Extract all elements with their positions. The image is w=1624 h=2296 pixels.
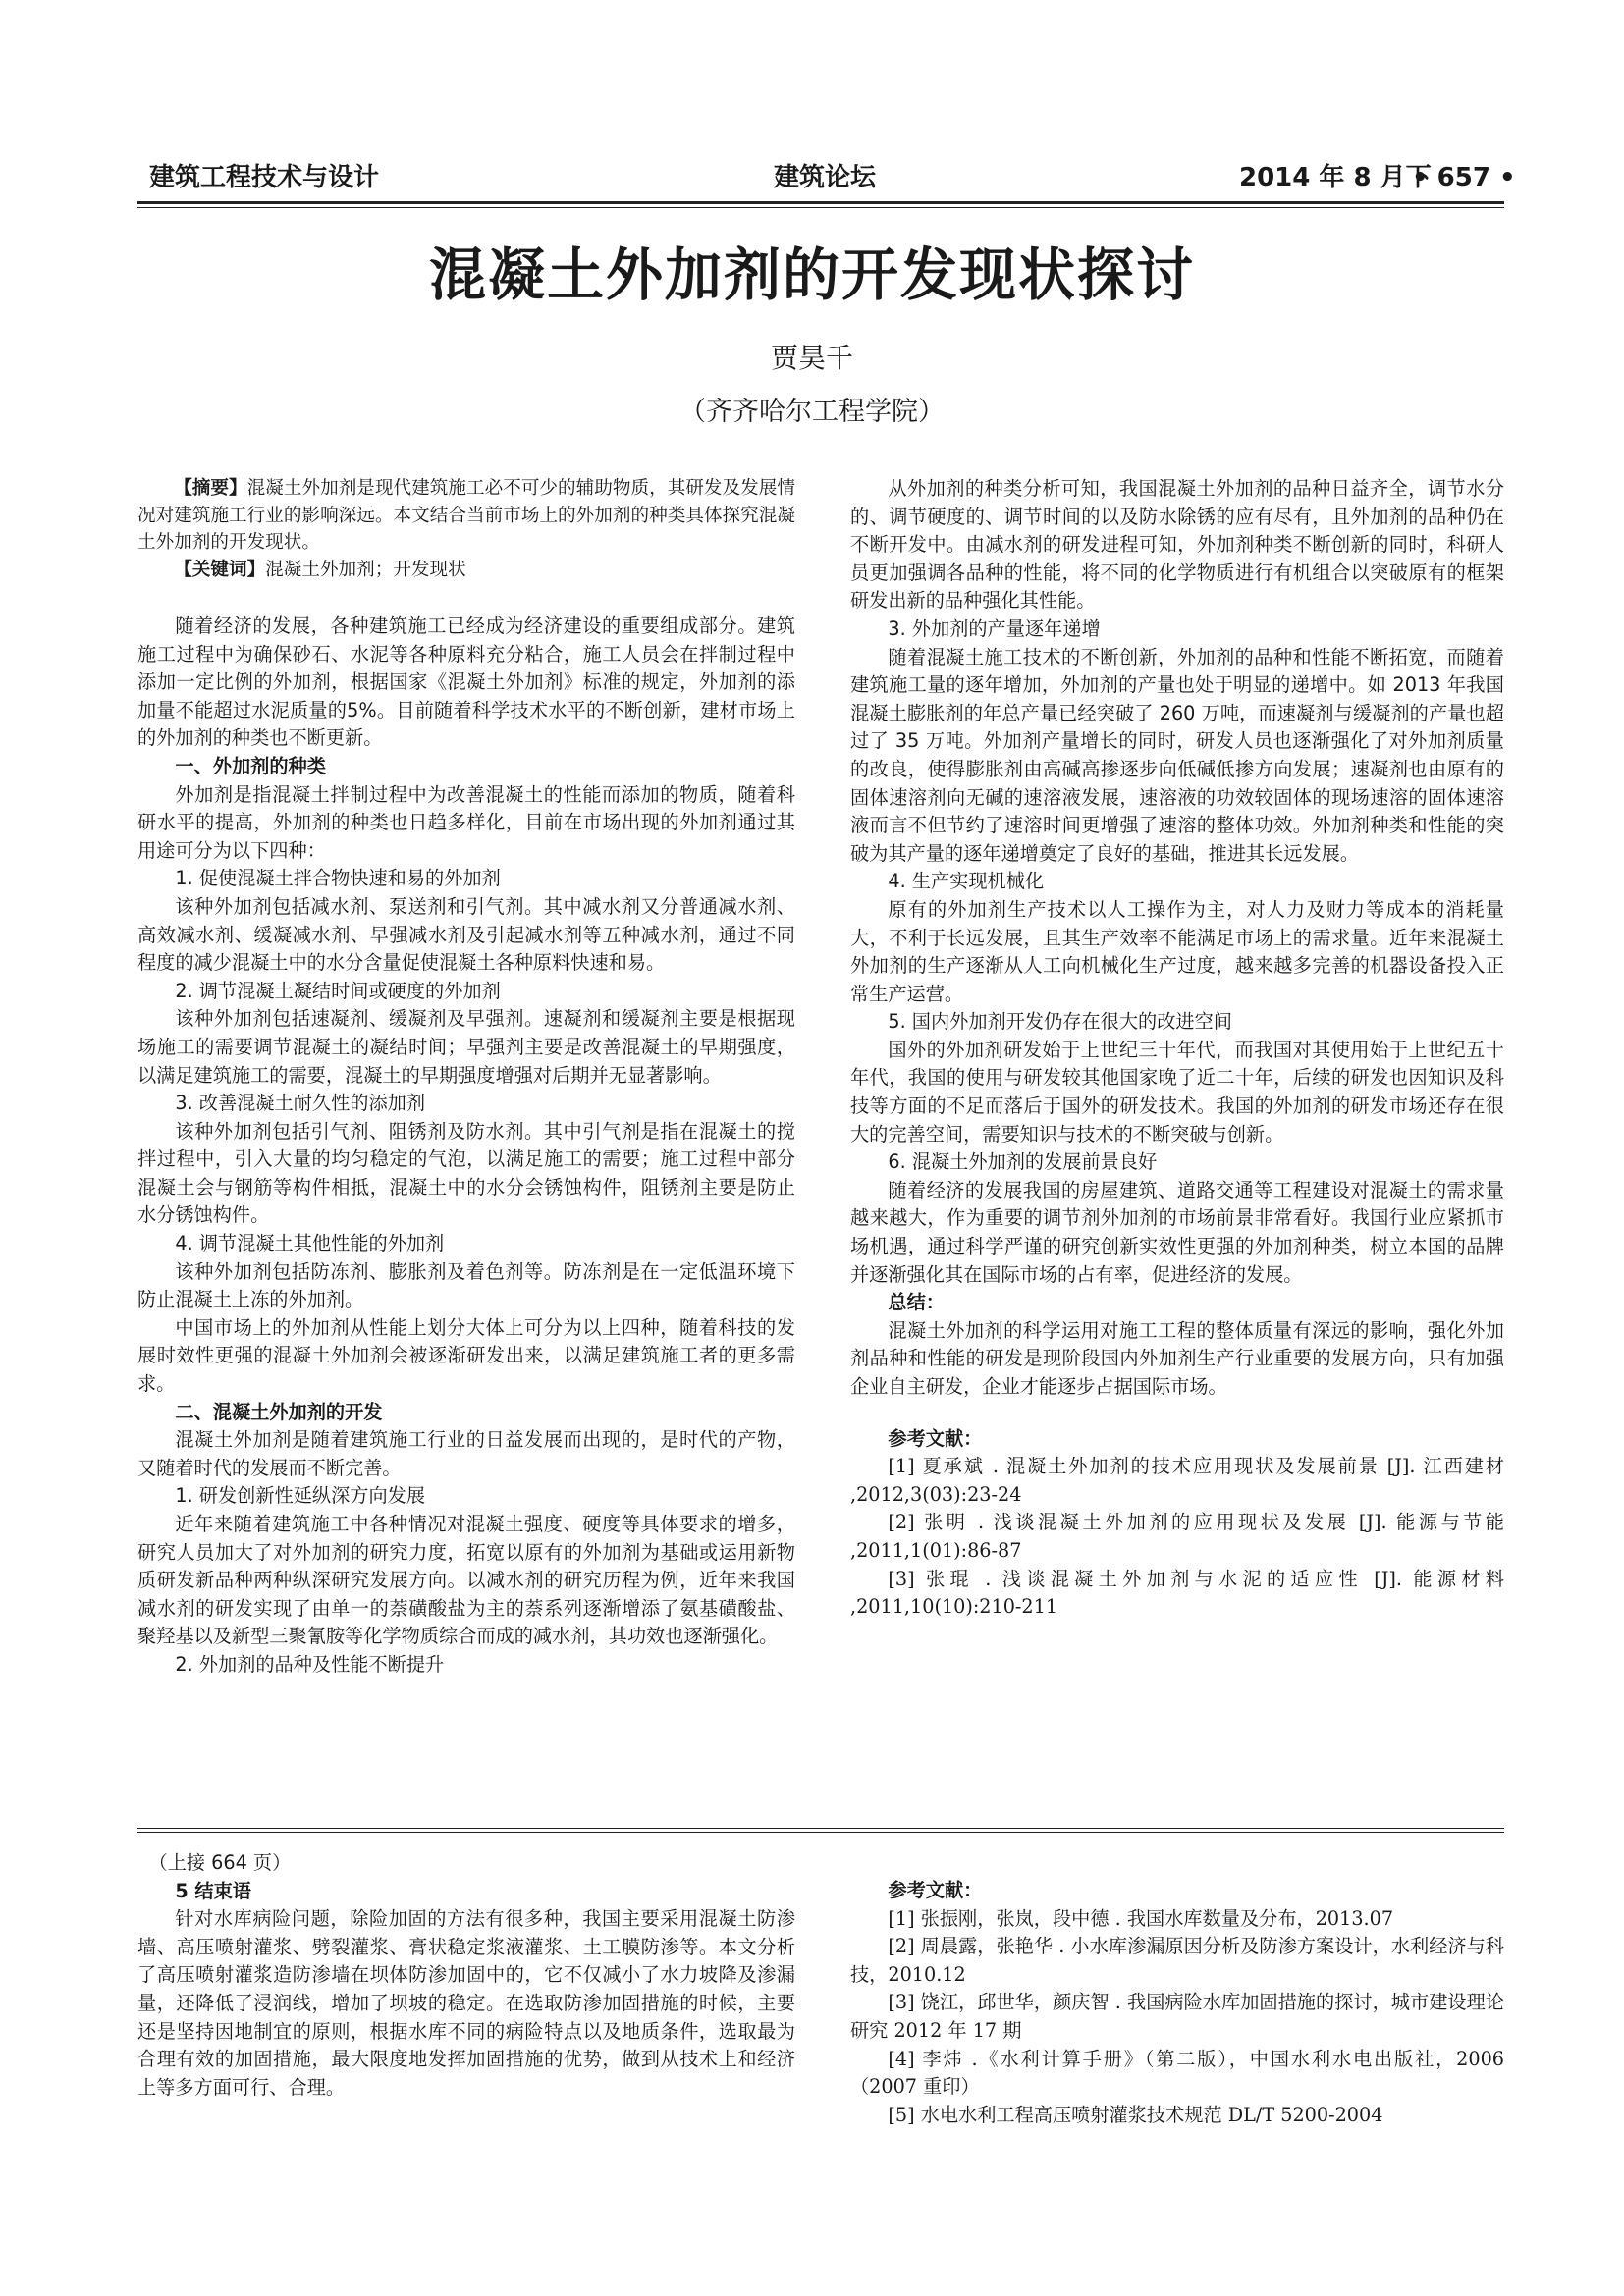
keywords-text: 混凝土外加剂；开发现状 xyxy=(265,559,466,580)
page-number: • 657 • xyxy=(1412,163,1516,192)
subsection-heading: 4. 生产实现机械化 xyxy=(888,870,1045,893)
subsection-heading: 1. 研发创新性延纵深方向发展 xyxy=(175,1484,426,1508)
author: 贾昊千 xyxy=(770,342,853,374)
article-title: 混凝土外加剂的开发现状探讨 xyxy=(428,241,1195,308)
subsection-heading: 2. 调节混凝土凝结时间或硬度的外加剂 xyxy=(175,979,501,1002)
left-body xyxy=(137,613,795,1680)
body-paragraph: 该种外加剂包括减水剂、泵送剂和引气剂。其中减水剂又分普通减水剂、高效减水剂、缓凝减水剂、早强减水剂及引起减水剂等五种减水剂，通过不同程度的减少混凝土中的水分含量促使混凝土各种原料快速和易。 xyxy=(137,894,795,975)
right-column xyxy=(850,475,1504,1622)
right-body xyxy=(850,475,1504,1402)
reference-item: [2] 张明 . 浅谈混凝土外加剂的应用现状及发展 [J]. 能源与节能 ,2011,1(01):86-87 xyxy=(850,1511,1504,1562)
left-column xyxy=(137,475,795,1680)
subsection-heading: 5. 国内外加剂开发仍存在很大的改进空间 xyxy=(888,1010,1232,1034)
body-paragraph: 混凝土外加剂是随着建筑施工行业的日益发展而出现的，是时代的产物，又随着时代的发展而不断完善。 xyxy=(137,1428,795,1479)
body-paragraph: 随着经济的发展，各种建筑施工已经成为经济建设的重要组成部分。建筑施工过程中为确保砂石、水泥等各种原料充分粘合，施工人员会在拌制过程中添加一定比例的外加剂，根据国家《混凝土外加剂》标准的规定，外加剂的添加量不能超过水泥质量的5%。目前随着科学技术水平的不断创新，建材市场上的外加剂的种类也不断更新。 xyxy=(137,614,795,750)
header-rule xyxy=(137,201,1504,204)
reference-item: [5] 水电水利工程高压喷射灌浆技术规范 DL/T 5200-2004 xyxy=(888,2103,1383,2126)
body-paragraph: 随着经济的发展我国的房屋建筑、道路交通等工程建设对混凝土的需求量越来越大，作为重要的调节剂外加剂的市场前景非常看好。我国行业应紧抓市场机遇，通过科学严谨的研究创新实效性更强的外加剂种类，树立本国的品牌并逐渐强化其在国际市场的占有率，促进经济的发展。 xyxy=(850,1178,1504,1286)
reference-item: [3] 张琨 . 浅谈混凝土外加剂与水泥的适应性 [J]. 能源材料 ,2011,10(10):210-211 xyxy=(850,1567,1504,1619)
conclusion-heading: 5 结束语 xyxy=(175,1879,251,1902)
body-paragraph: 从外加剂的种类分析可知，我国混凝土外加剂的品种日益齐全，调节水分的、调节硬度的、调节时间的以及防水除锈的应有尽有，且外加剂的品种仍在不断开发中。由减水剂的研发进程可知，外加剂种类不断创新的同时，科研人员更加强调各品种的性能，将不同的化学物质进行有机组合以突破原有的框架研发出新的品种强化其性能。 xyxy=(850,477,1504,613)
continued-from: （上接 664 页） xyxy=(148,1851,292,1874)
reference-item: [2] 周晨露，张艳华 . 小水库渗漏原因分析及防渗方案设计，水利经济与科技，2010.12 xyxy=(850,1935,1504,1986)
body-paragraph: 混凝土外加剂的科学运用对施工工程的整体质量有深远的影响，强化外加剂品种和性能的研发是现阶段国内外加剂生产行业重要的发展方向，只有加强企业自主研发，企业才能逐步占据国际市场。 xyxy=(850,1318,1504,1398)
continuation-column xyxy=(137,1849,795,2102)
issue-date: 2014 年 8 月下 xyxy=(1239,163,1432,192)
continuation-references-heading: 参考文献： xyxy=(888,1879,983,1901)
subsection-heading: 4. 调节混凝土其他性能的外加剂 xyxy=(175,1232,445,1255)
keywords-label: 【关键词】 xyxy=(174,559,266,580)
body-paragraph: 该种外加剂包括速凝剂、缓凝剂及早强剂。速凝剂和缓凝剂主要是根据现场施工的需要调节混凝土的凝结时间；早强剂主要是改善混凝土的早期强度，以满足建筑施工的需要，混凝土的早期强度增强对后期并无显著影响。 xyxy=(137,1007,795,1087)
abstract-text: 混凝土外加剂是现代建筑施工必不可少的辅助物质，其研发及发展情况对建筑施工行业的影响深远。本文结合当前市场上的外加剂的种类具体探究混凝土外加剂的开发现状。 xyxy=(137,478,795,553)
continuation-references xyxy=(850,1877,1504,2129)
spacer xyxy=(850,1402,1504,1425)
affiliation: （齐齐哈尔工程学院） xyxy=(679,397,945,427)
reference-item: [3] 饶江，邱世华，颜庆智 . 我国病险水库加固措施的探讨，城市建设理论研究 2012 年 17 期 xyxy=(850,1991,1504,2042)
subsection-heading: 3. 改善混凝土耐久性的添加剂 xyxy=(175,1092,426,1115)
abstract xyxy=(137,475,795,557)
subsection-heading: 2. 外加剂的品种及性能不断提升 xyxy=(175,1652,445,1676)
body-paragraph: 原有的外加剂生产技术以人工操作为主，对人力及财力等成本的消耗量大，不利于长远发展，且其生产效率不能满足市场上的需求量。近年来混凝土外加剂的生产逐渐从人工向机械化生产过度，越来越多完善的机器设备投入正常生产运营。 xyxy=(850,897,1504,1005)
section-heading: 二、混凝土外加剂的开发 xyxy=(175,1400,383,1423)
summary-heading: 总结： xyxy=(888,1291,945,1314)
abstract-label: 【摘要】 xyxy=(174,478,247,499)
body-paragraph: 随着混凝土施工技术的不断创新，外加剂的品种和性能不断拓宽，而随着建筑施工量的逐年增加，外加剂的产量也处于明显的递增中。如 2013 年我国混凝土膨胀剂的年总产量已经突破了 260 万吨，而速凝剂与缓凝剂的产量也超过了 35 万吨。外加剂产量增长的同时，研发人员也逐渐强化了对外加剂质量的改良，使得膨胀剂由高碱高掺逐步向低碱低掺方向发展；速凝剂也由原有的固体速溶剂向无碱的速溶液发展，速溶液的功效较固体的现场速溶的固体速溶液而言不但节约了速溶时间更增强了速溶的整体功效。外加剂种类和性能的突破为其产量的逐年递增奠定了良好的基础，推进其长远发展。 xyxy=(850,645,1504,865)
subsection-heading: 3. 外加剂的产量逐年递增 xyxy=(888,616,1101,640)
subsection-heading: 1. 促使混凝土拌合物快速和易的外加剂 xyxy=(175,867,501,890)
body-paragraph: 近年来随着建筑施工中各种情况对混凝土强度、硬度等具体要求的增多，研究人员加大了对外加剂的研究力度，拓宽以原有的外加剂为基础或运用新物质研发新品种两种纵深研究发展方向。以减水剂的研究历程为例，近年来我国减水剂的研发实现了由单一的萘磺酸盐为主的萘系列逐渐增添了氨基磺酸盐、聚羟基以及新型三聚氰胺等化学物质综合而成的减水剂，其功效也逐渐强化。 xyxy=(137,1513,795,1648)
continuation-references-list xyxy=(850,1905,1504,2130)
section-heading: 一、外加剂的种类 xyxy=(175,754,326,777)
section-name: 建筑论坛 xyxy=(774,163,877,192)
body-paragraph: 该种外加剂包括引气剂、阻锈剂及防水剂。其中引气剂是指在混凝土的搅拌过程中，引入大量的均匀稳定的气泡，以满足施工的需要；施工过程中部分混凝土会与钢筋等构件相抵，混凝土中的水分会锈蚀构件，阻锈剂主要是防止水分锈蚀构件。 xyxy=(137,1119,795,1227)
spacer xyxy=(137,583,795,613)
reference-item: [1] 张振刚，张岚，段中德 . 我国水库数量及分布，2013.07 xyxy=(888,1906,1394,1930)
body-paragraph: 国外的外加剂研发始于上世纪三十年代，而我国对其使用始于上世纪五十年代，我国的使用与研发较其他国家晚了近二十年，后续的研发也因知识及科技等方面的不足而落后于国外的研发技术。我国的外加剂的研发市场还存在很大的完善空间，需要知识与技术的不断突破与创新。 xyxy=(850,1038,1504,1146)
references-list xyxy=(850,1453,1504,1622)
conclusion-text: 针对水库病险问题，除险加固的方法有很多种，我国主要采用混凝土防渗墙、高压喷射灌浆、劈裂灌浆、膏状稳定浆液灌浆、土工膜防渗等。本文分析了高压喷射灌浆造防渗墙在坝体防渗加固中的，它不仅减小了水力坡降及渗漏量，还降低了浸润线，增加了坝坡的稳定。在选取防渗加固措施的时候，主要还是坚持因地制宜的原则，根据水库不同的病险特点以及地质条件，选取最为合理有效的加固措施，最大限度地发挥加固措施的优势，做到从技术上和经济上等多方面可行、合理。 xyxy=(137,1907,795,2099)
header-rule-thin xyxy=(137,207,1504,208)
section-divider xyxy=(137,1828,1504,1829)
reference-item: [4] 李炜 .《水利计算手册》（第二版），中国水利水电出版社，2006（2007 重印） xyxy=(850,2047,1504,2099)
body-paragraph: 外加剂是指混凝土拌制过程中为改善混凝土的性能而添加的物质，随着科研水平的提高，外加剂的种类也日趋多样化，目前在市场出现的外加剂通过其用途可分为以下四种： xyxy=(137,782,795,862)
body-paragraph: 该种外加剂包括防冻剂、膨胀剂及着色剂等。防冻剂是在一定低温环境下防止混凝土上冻的外加剂。 xyxy=(137,1259,795,1311)
keywords xyxy=(137,557,795,584)
journal-name: 建筑工程技术与设计 xyxy=(149,163,380,192)
section-divider-thin xyxy=(137,1832,1504,1833)
subsection-heading: 6. 混凝土外加剂的发展前景良好 xyxy=(888,1150,1158,1174)
references-heading: 参考文献： xyxy=(888,1426,983,1450)
reference-item: [1] 夏承斌 . 混凝土外加剂的技术应用现状及发展前景 [J]. 江西建材 ,2012,3(03):23-24 xyxy=(850,1455,1504,1506)
body-paragraph: 中国市场上的外加剂从性能上划分大体上可分为以上四种，随着科技的发展时效性更强的混凝土外加剂会被逐渐研发出来，以满足建筑施工者的更多需求。 xyxy=(137,1315,795,1396)
